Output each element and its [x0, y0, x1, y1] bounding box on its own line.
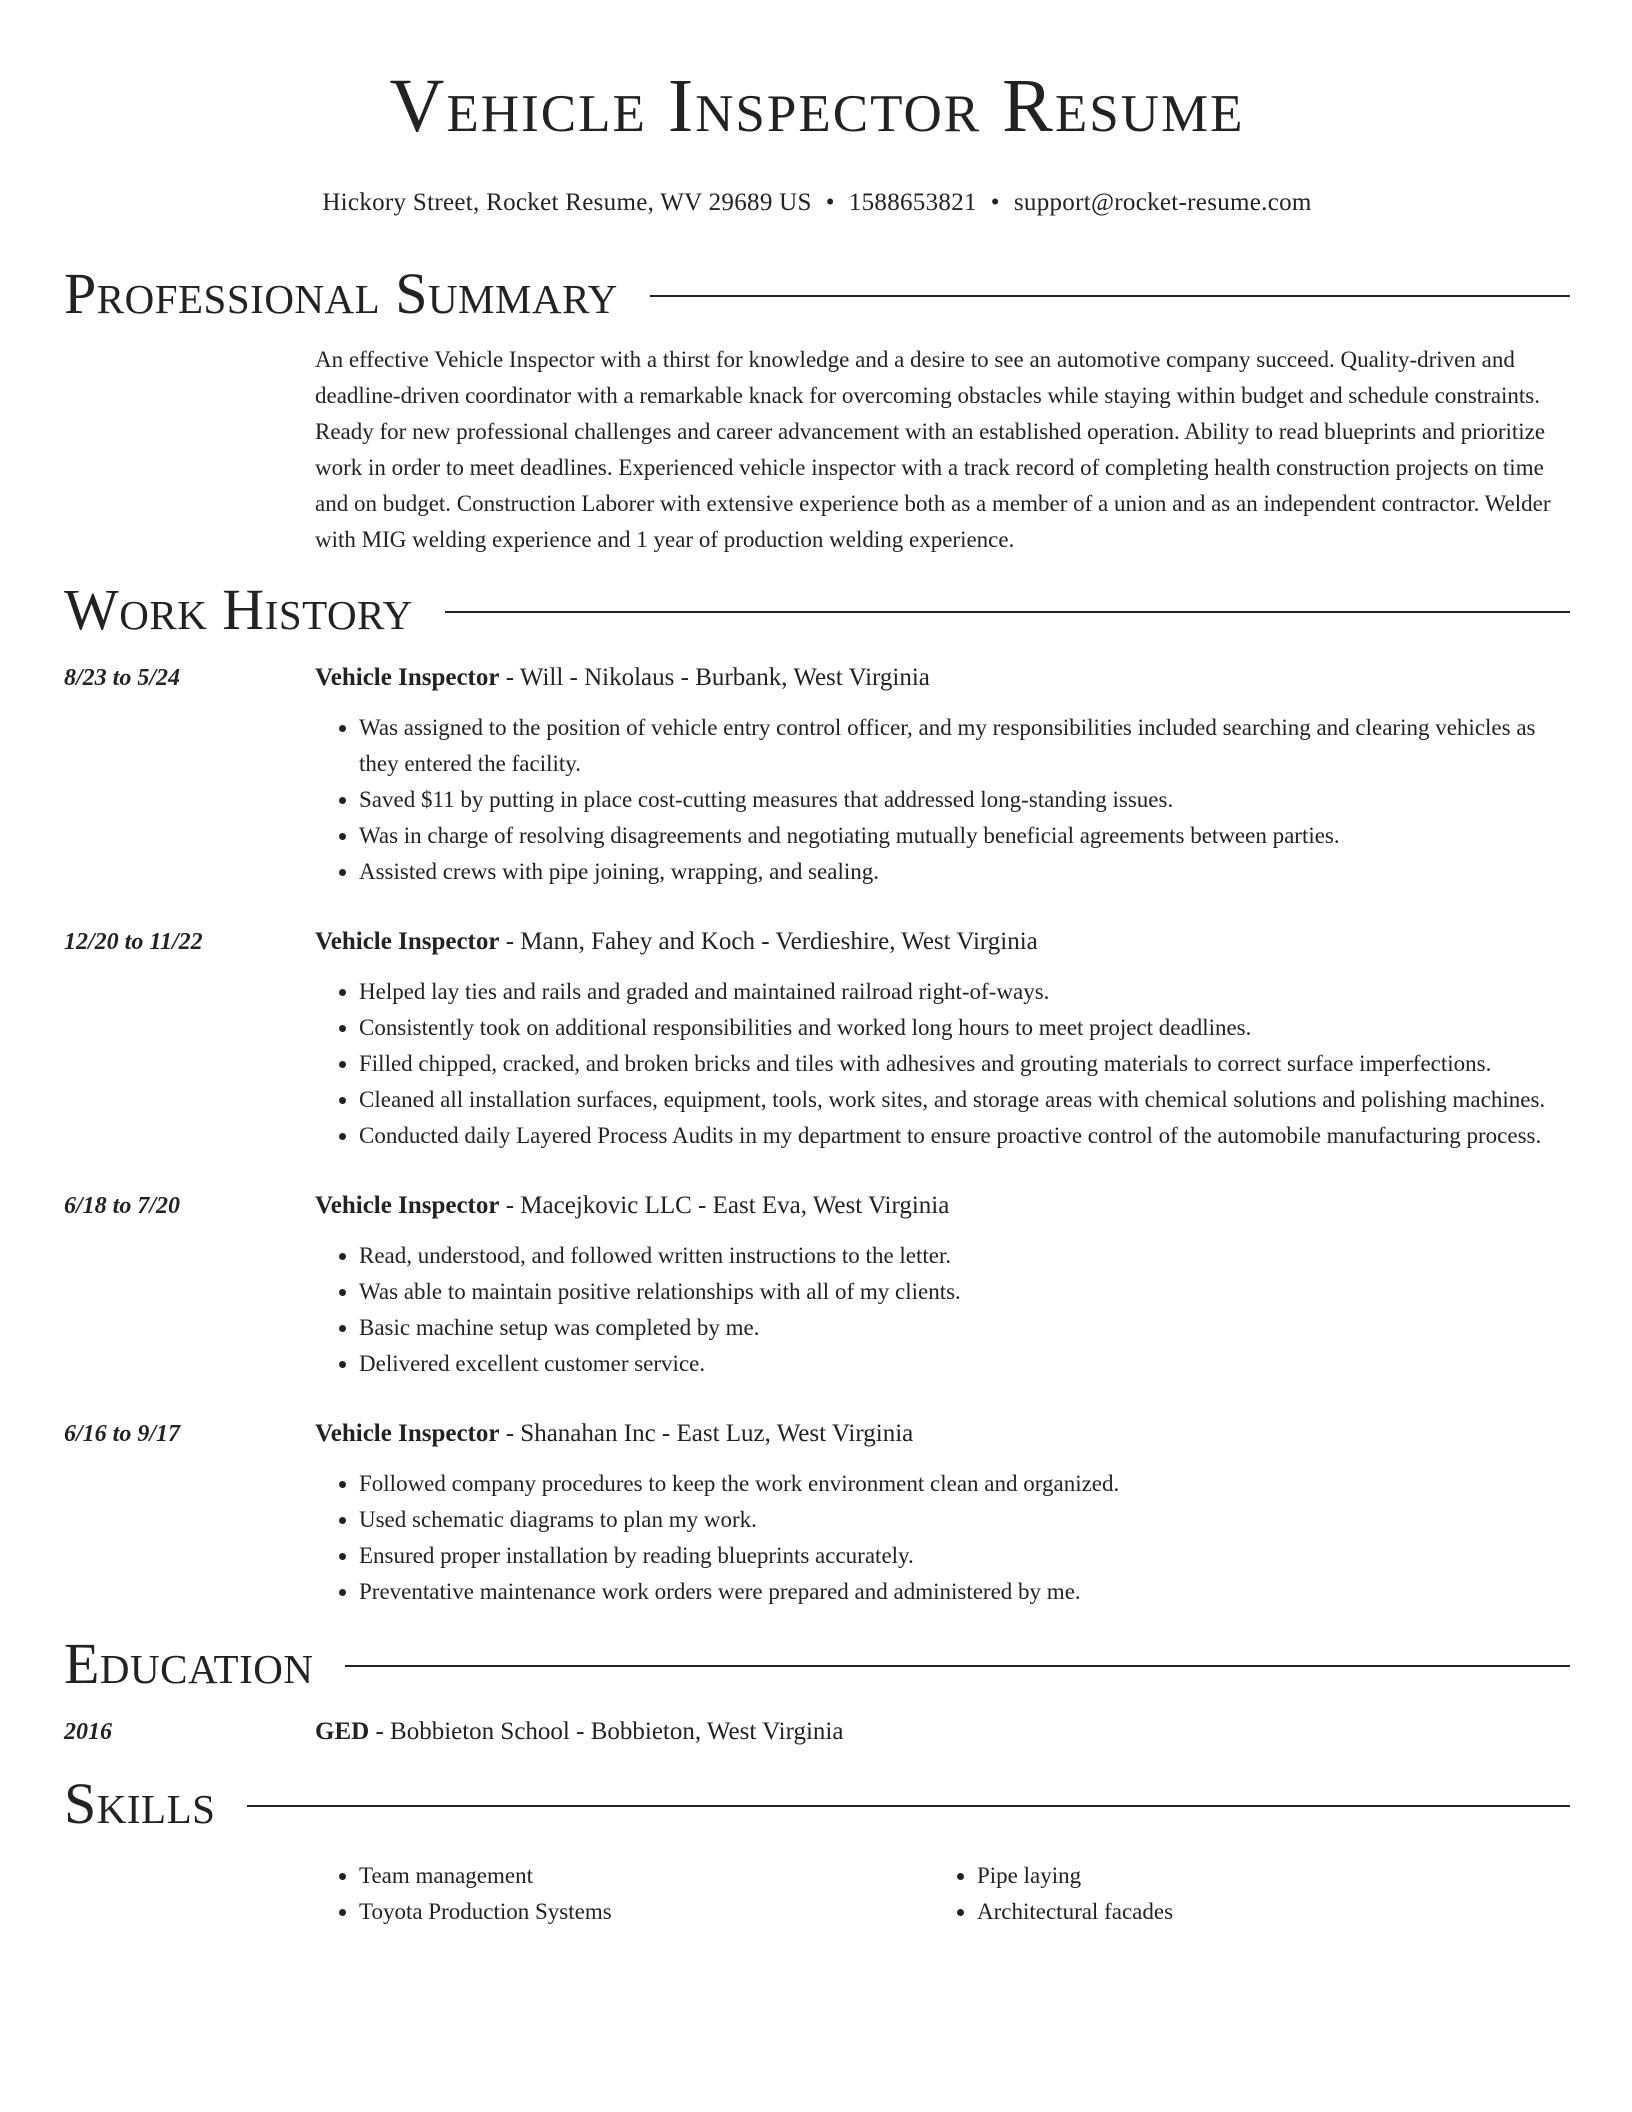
skills-column-left: [315, 1858, 933, 1930]
job-bullets: [315, 1466, 1570, 1610]
job-bullets: [315, 710, 1570, 890]
section-divider: [650, 295, 1570, 297]
job-heading: [315, 1188, 1570, 1224]
section-divider: [345, 1665, 1570, 1667]
job-bullets: [315, 1238, 1570, 1382]
job-bullet: • Conducted daily Layered Process Audits in my department to ensure proactive control of the automobile manufacturing process.: [359, 1118, 1570, 1154]
section-header-skills: [64, 1771, 1570, 1836]
job-entry: [64, 1416, 1570, 1610]
job-bullet: • Followed company procedures to keep the work environment clean and organized.: [359, 1466, 1570, 1502]
job-date: 12/20 to 11/22: [64, 929, 203, 955]
job-title: Vehicle Inspector: [315, 928, 500, 955]
job-details: - Will - Nikolaus - Burbank, West Virginia: [499, 664, 930, 691]
job-bullet: • Delivered excellent customer service.: [359, 1346, 1570, 1382]
job-bullet: • Was assigned to the position of vehicle entry control officer, and my responsibilities included searching and clearing vehicles as they entered the facility.: [359, 710, 1570, 782]
job-date: 6/18 to 7/20: [64, 1193, 181, 1219]
section-divider: [247, 1805, 1570, 1807]
job-heading: [315, 660, 1570, 696]
section-title-skills: Skills: [64, 1771, 216, 1836]
education-degree: GED: [315, 1718, 370, 1745]
contact-email: support@rocket-resume.com: [1013, 189, 1312, 216]
job-title: Vehicle Inspector: [315, 1192, 500, 1219]
skill-item: • Toyota Production Systems: [359, 1894, 933, 1930]
job-bullet: • Read, understood, and followed written instructions to the letter.: [359, 1238, 1570, 1274]
job-date: 8/23 to 5/24: [64, 665, 181, 691]
job-heading: [315, 1416, 1570, 1452]
job-title: Vehicle Inspector: [315, 1420, 500, 1447]
job-bullets: [315, 974, 1570, 1154]
job-bullet: • Basic machine setup was completed by me.: [359, 1310, 1570, 1346]
job-entry: [64, 924, 1570, 1154]
job-bullet: • Cleaned all installation surfaces, equipment, tools, work sites, and storage areas with chemical solutions and polishing machines.: [359, 1082, 1570, 1118]
resume-title: Vehicle Inspector Resume: [389, 64, 1245, 148]
job-bullet: • Consistently took on additional responsibilities and worked long hours to meet project deadlines.: [359, 1010, 1570, 1046]
job-bullet: • Assisted crews with pipe joining, wrapping, and sealing.: [359, 854, 1570, 890]
contact-separator: •: [825, 189, 835, 216]
job-entry: [64, 660, 1570, 890]
section-title-work-history: Work History: [64, 577, 413, 642]
section-divider: [445, 611, 1570, 613]
job-bullet: • Filled chipped, cracked, and broken bricks and tiles with adhesives and grouting materials to correct surface imperfections.: [359, 1046, 1570, 1082]
section-header-summary: [64, 261, 1570, 326]
contact-separator: •: [990, 189, 1000, 216]
job-bullet: • Ensured proper installation by reading blueprints accurately.: [359, 1538, 1570, 1574]
education-entry: [64, 1714, 1570, 1750]
job-bullet: • Preventative maintenance work orders were prepared and administered by me.: [359, 1574, 1570, 1610]
work-history-list: [64, 660, 1570, 1610]
job-details: - Macejkovic LLC - East Eva, West Virginia: [499, 1192, 950, 1219]
section-header-work-history: [64, 577, 1570, 642]
job-entry: [64, 1188, 1570, 1382]
job-bullet: • Helped lay ties and rails and graded and maintained railroad right-of-ways.: [359, 974, 1570, 1010]
skill-item: • Pipe laying: [977, 1858, 1551, 1894]
summary-text: An effective Vehicle Inspector with a thirst for knowledge and a desire to see an automotive company succeed. Quality-driven and deadline-driven coordinator with a remarkable knack for overcoming obstacles while staying within budget and schedule constraints. Ready for new professional challenges and career advancement with an established operation. Ability to read blueprints and prioritize work in order to meet deadlines. Experienced vehicle inspector with a track record of completing health construction projects on time and on budget. Construction Laborer with extensive experience both as a member of a union and as an independent contractor. Welder with MIG welding experience and 1 year of production welding experience.: [315, 347, 1551, 552]
contact-address: Hickory Street, Rocket Resume, WV 29689 US: [322, 189, 812, 216]
skills-list: [315, 1858, 1570, 1930]
skills-column-right: [933, 1858, 1551, 1930]
skill-item: • Architectural facades: [977, 1894, 1551, 1930]
education-details: - Bobbieton School - Bobbieton, West Virginia: [369, 1718, 844, 1745]
job-bullet: • Was able to maintain positive relationships with all of my clients.: [359, 1274, 1570, 1310]
job-heading: [315, 924, 1570, 960]
job-details: - Shanahan Inc - East Luz, West Virginia: [499, 1420, 914, 1447]
contact-line: [64, 188, 1570, 218]
job-bullet: • Used schematic diagrams to plan my work.: [359, 1502, 1570, 1538]
job-title: Vehicle Inspector: [315, 664, 500, 691]
job-details: - Mann, Fahey and Koch - Verdieshire, West Virginia: [499, 928, 1038, 955]
contact-phone: 1588653821: [848, 189, 977, 216]
resume-page: [64, 0, 1570, 1930]
job-bullet: • Was in charge of resolving disagreements and negotiating mutually beneficial agreements between parties.: [359, 818, 1570, 854]
skill-item: • Team management: [359, 1858, 933, 1894]
section-title-summary: Professional Summary: [64, 261, 618, 326]
education-heading: [315, 1714, 843, 1750]
job-date: 6/16 to 9/17: [64, 1421, 181, 1447]
section-title-education: Education: [64, 1631, 314, 1696]
education-date: 2016: [64, 1719, 112, 1745]
section-header-education: [64, 1631, 1570, 1696]
job-bullet: • Saved $11 by putting in place cost-cutting measures that addressed long-standing issues.: [359, 782, 1570, 818]
